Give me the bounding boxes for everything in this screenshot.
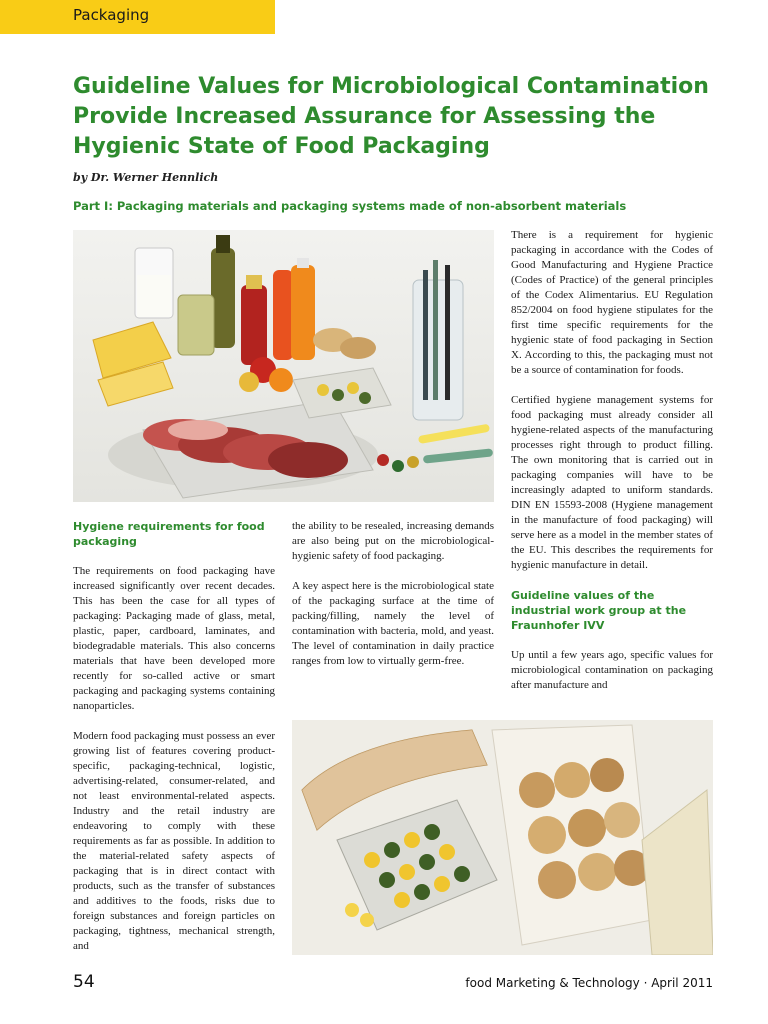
paragraph: There is a requirement for hygienic packaging in accordance with the Codes of Good Manufacturing and Hygiene Practice (Codes of Practice) of the general principles of the Codex Alimentarius. EU Regulation 852/2004 on food hygiene stipulates for the first time specific requirements for the hygienic state of food packaging in Section X. According to this, the packaging must not be a source of contamination for foods. bbox=[511, 229, 713, 376]
paragraph: Certified hygiene management systems for food packaging must already consider all hygiene-related aspects of the manufacturing processes right through to product filling. The own monitoring that is carried out in packaging companies will have to be increasingly adapted to uniform standards. DIN EN 15593-2008 (Hygiene management in the manufacture of food packaging) will serve here as a model in the member states of the EU. This describes the requirements for hygienic manufacture in detail. bbox=[511, 394, 713, 571]
page-number: 54 bbox=[73, 972, 95, 992]
byline: by Dr. Werner Hennlich bbox=[73, 171, 219, 184]
publication-info: food Marketing & Technology · April 2011 bbox=[465, 976, 713, 990]
article-title: Guideline Values for Microbiological Contamination Provide Increased Assurance for Assessing the Hygienic State of Food Packaging bbox=[73, 74, 709, 159]
part-heading: Part I: Packaging materials and packaging systems made of non-absorbent materials bbox=[73, 199, 627, 213]
bread-pasta-image bbox=[292, 720, 713, 955]
guideline-values-heading: Guideline values of the industrial work group at the Fraunhofer IVV bbox=[511, 589, 687, 632]
hygiene-requirements-heading: Hygiene requirements for food packaging bbox=[73, 520, 265, 548]
column-3 bbox=[511, 228, 713, 708]
packaged-foods-photo bbox=[73, 230, 494, 502]
section-label: Packaging bbox=[73, 6, 150, 24]
paragraph: A key aspect here is the microbiological state of the packaging surface at the time of packing/filling, namely the level of contamination with bacteria, mold, and yeast. The level of contamination in daily practice ranges from low to virtually germ-free. bbox=[292, 580, 494, 667]
paragraph: Modern food packaging must possess an ever growing list of features covering product-specific, packaging-technical, logistic, advertising-related, consumer-related, and not least environmental-related aspects. Industry and the retail industry are endeavoring to comply with these requirements as far as possible. In addition to the material-related safety aspects of packaging that is in direct contact with products, such as the transfer of substances and additives to the foods, risks due to foreign substances and foreign particles on packaging, tightness, mechanical strength, and bbox=[73, 730, 275, 952]
bread-pasta-photo bbox=[292, 720, 713, 955]
section-tab bbox=[0, 0, 275, 34]
packaged-foods-image bbox=[73, 230, 494, 502]
paragraph: The requirements on food packaging have increased significantly over recent decades. This has been the case for all types of packaging: Packaging made of glass, metal, plastic, paper, cardboard, laminates, and biodegradable materials. This also concerns materials that have been developed more recently for so-called active or smart packaging and packaging systems containing nanoparticles. bbox=[73, 565, 275, 712]
paragraph: the ability to be resealed, increasing demands are also being put on the microbiological-hygienic safety of food packaging. bbox=[292, 520, 494, 562]
column-1 bbox=[73, 519, 275, 969]
paragraph: Up until a few years ago, specific values for microbiological contamination on packaging after manufacture and bbox=[511, 649, 713, 691]
column-2 bbox=[292, 519, 494, 684]
